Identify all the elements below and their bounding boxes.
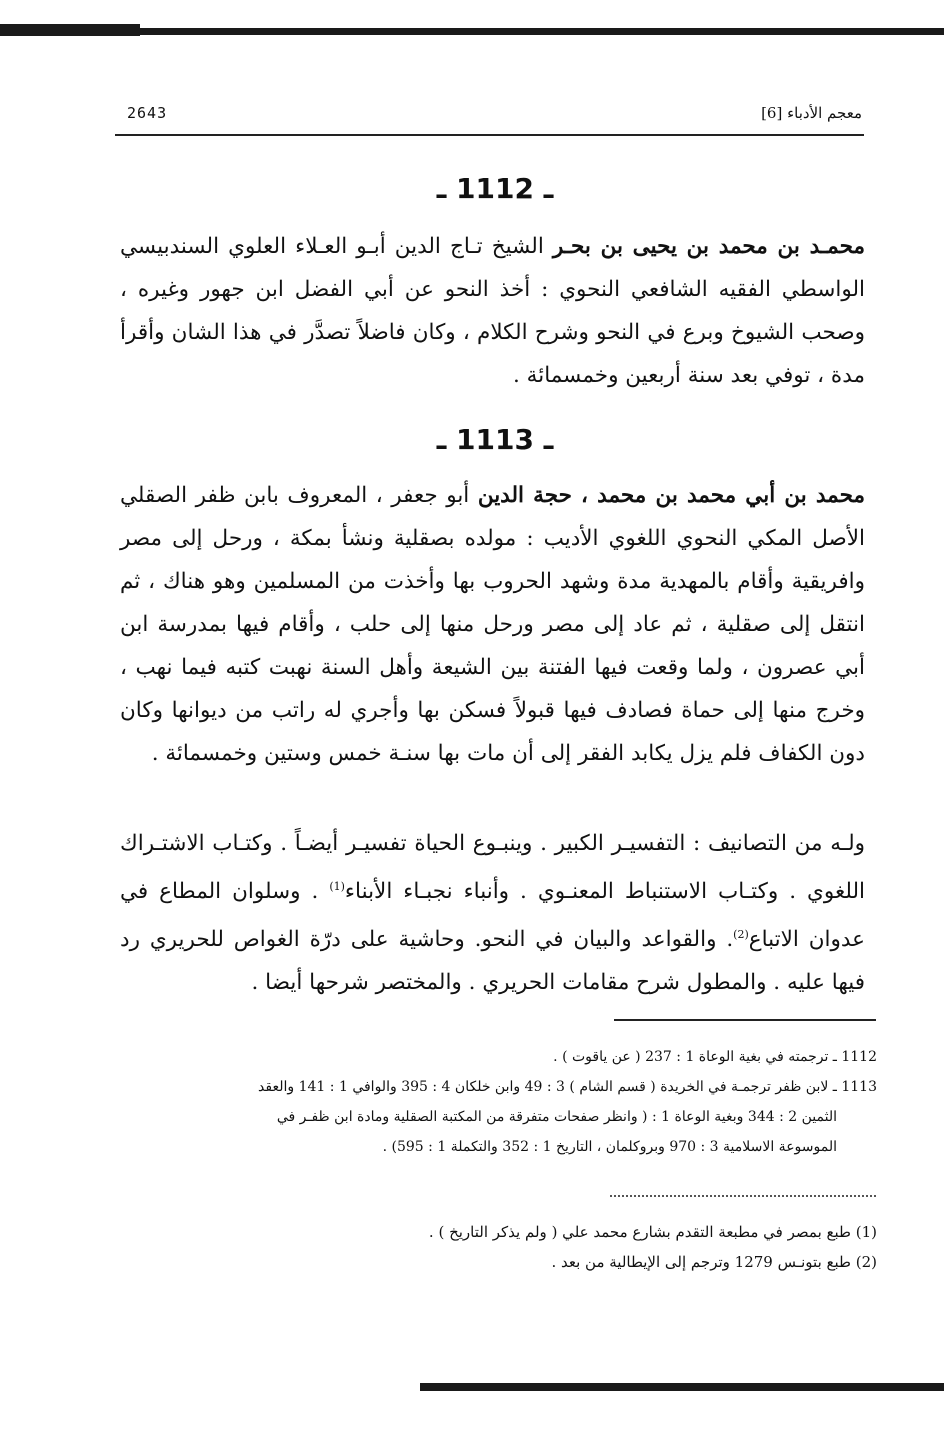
footnote-ref-1: (1) <box>329 880 345 893</box>
entry-1113-text <box>120 474 865 775</box>
page-header <box>115 104 862 128</box>
scan-edge-bottom <box>420 1383 944 1391</box>
scan-edge-top <box>0 28 944 35</box>
footnote-1: (1) طبع بمصر في مطبعة التقدم بشارع محمد علي ( ولم يذكر التاريخ ) . <box>428 1223 877 1241</box>
scan-edge-top-left <box>0 24 140 36</box>
entry-1112-body: الشيخ تـاج الدين أبـو العـلاء العلوي السندبيسي الواسطي الفقيه الشافعي النحوي : أخذ النحو عن أبي الفضل ابن جهور وغيره ، وصحب الشيوخ وبرع في النحو وشرح الكلام ، وكان فاضلاً تصدَّر في هذا الشان وأقرأ مدة ، توفي بعد سنة أربعين وخمسمائة . <box>120 234 865 388</box>
entry-number-1112: ـ 1112 ـ <box>436 172 554 205</box>
works-part-1: ولـه من التصانيف : التفسيـر الكبير . وينبـوع الحياة تفسيـر أيضـاً . وكتـاب الاشتـراك اللغوي . وكتـاب الاستنباط المعنـوي . وأنباء نجبـاء الأبناء <box>120 831 865 905</box>
page-number: 2643 <box>127 104 168 122</box>
source-note-1113-line-3: الموسوعة الاسلامية 3 : 970 وبروكلمان ، التاريخ 1 : 352 والتكملة 1 : 595) . <box>382 1139 837 1155</box>
works-part-3: . والقواعد والبيان في النحو. وحاشية على درّة الغواص للحريري رد فيها عليه . والمطول شرح مقامات الحريري . والمختصر شرحها أيضا . <box>120 927 865 996</box>
running-title: معجم الأدباء [6] <box>761 104 862 122</box>
footnote-ref-2: (2) <box>733 928 749 942</box>
footnote-2: (2) طبع بتونـس 1279 وترجم إلى الإيطالية من بعد . <box>551 1253 877 1271</box>
footnote-rule <box>614 1019 876 1021</box>
footnotes <box>125 1217 877 1277</box>
entry-1112-text <box>120 225 865 397</box>
entry-number-1113: ـ 1113 ـ <box>436 423 554 456</box>
source-notes <box>125 1042 877 1162</box>
works-paragraph <box>120 822 865 1004</box>
header-rule <box>115 134 864 136</box>
entry-1112-name: محمـد بن محمد بن يحيى بن بحـر <box>552 234 865 259</box>
dotted-separator <box>610 1195 876 1197</box>
source-note-1112: 1112 ـ ترجمته في بغية الوعاة 1 : 237 ( عن ياقوت ) . <box>553 1049 877 1065</box>
source-note-1113-line-1: 1113 ـ لابن ظفر ترجمـة في الخريدة ( قسم الشام ) 3 : 49 وابن خلكان 4 : 395 والوافي 1 : 141 والعقد <box>258 1079 877 1095</box>
entry-1113-name: محمد بن أبي محمد بن محمد ، حجة الدين <box>477 483 866 508</box>
works-part-2: . وسلوان المطاع في عدوان الاتباع <box>120 879 865 953</box>
source-note-1113-line-2: الثمين 2 : 344 وبغية الوعاة 1 : ( وانظر صفحات متفرقة من المكتبة الصقلية ومادة ابن ظفـر في <box>276 1109 837 1125</box>
entry-1113-body: أبو جعفر ، المعروف بابن ظفر الصقلي الأصل المكي النحوي اللغوي الأديب : مولده بصقلية ونشأ بمكة ، ورحل إلى مصر وافريقية وأقام بالمهدية مدة وشهد الحروب بها وأخذت من المسلمين وهو هناك ، ثم انتقل إلى صقلية ، ثم عاد إلى مصر ورحل منها إلى حلب ، وأقام فيها بمدرسة ابن أبي عصرون ، ولما وقعت فيها الفتنة بين الشيعة وأهل السنة نهبت كتبه فيما نهب ، وخرج منها إلى حماة فصادف فيها قبولاً فسكن بها وأجري له راتب من ديوانها وكان دون الكفاف فلم يزل يكابد الفقر إلى أن مات بها سنـة خمس وستين وخمسمائة . <box>120 483 865 766</box>
